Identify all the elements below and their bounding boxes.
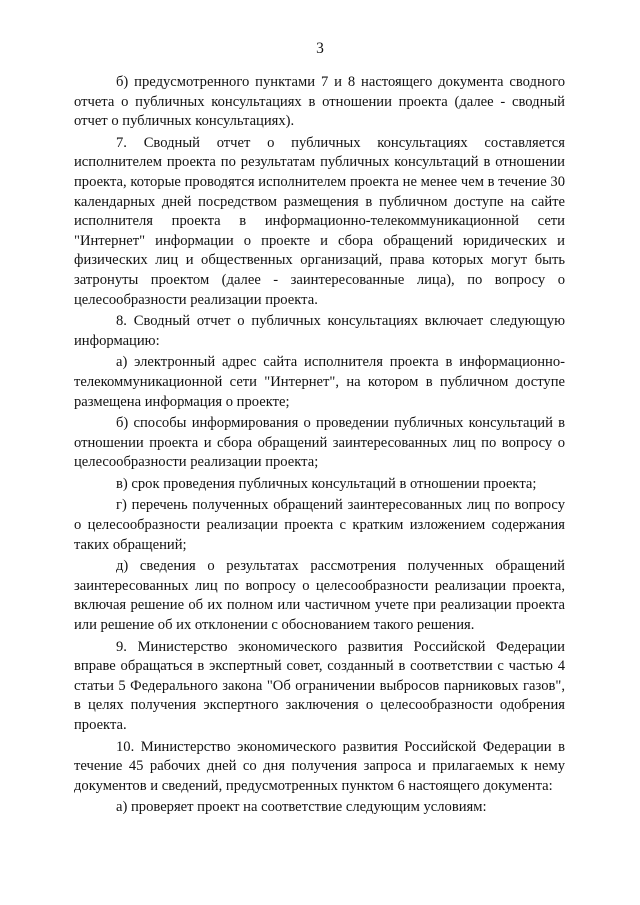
paragraph-8-b: б) способы информирования о проведении публичных консультаций в отношении проекта и сбора обращений заинтересованных лиц по вопросу о целесообразности реализации проекта; xyxy=(74,415,565,471)
paragraph-9: 9. Министерство экономического развития Российской Федерации вправе обращаться в экспертный совет, созданный в соответствии с частью 4 статьи 5 Федерального закона "Об ограничении выбросов парниковых газов", в целях получения экспертного заключения о целесообразности одобрения проекта. xyxy=(74,638,565,733)
document-body xyxy=(74,73,565,818)
paragraph-8-v: в) срок проведения публичных консультаций в отношении проекта; xyxy=(116,475,537,492)
paragraph-7: 7. Сводный отчет о публичных консультациях составляется исполнителем проекта по результатам публичных консультаций в отношении проекта, которые проводятся исполнителем проекта не менее чем в течение 30 календарных дней посредством размещения в публичном доступе на сайте исполнителя проекта в информационно-телекоммуникационной сети "Интернет" информации о проекте и сбора обращений юридических и физических лиц и общественных организаций, права которых могут быть затронуты проектом (далее - заинтересованные лица), по вопросу о целесообразности реализации проекта. xyxy=(74,134,565,308)
paragraph-10-a: а) проверяет проект на соответствие следующим условиям: xyxy=(116,799,487,816)
paragraph-10: 10. Министерство экономического развития Российской Федерации в течение 45 рабочих дней со дня получения запроса и прилагаемых к нему документов и сведений, предусмотренных пунктом 6 настоящего документа: xyxy=(74,738,565,794)
page-number: 3 xyxy=(316,40,324,57)
paragraph-8-a: а) электронный адрес сайта исполнителя проекта в информационно-телекоммуникационной сети "Интернет", на котором в публичном доступе размещена информация о проекте; xyxy=(74,354,565,410)
paragraph-8: 8. Сводный отчет о публичных консультациях включает следующую информацию: xyxy=(74,313,565,349)
paragraph-b-summary-report: б) предусмотренного пунктами 7 и 8 настоящего документа сводного отчета о публичных консультациях в отношении проекта (далее - сводный отчет о публичных консультациях). xyxy=(74,74,565,130)
paragraph-8-g: г) перечень полученных обращений заинтересованных лиц по вопросу о целесообразности реализации проекта с кратким изложением содержания таких обращений; xyxy=(74,497,565,553)
paragraph-8-d: д) сведения о результатах рассмотрения полученных обращений заинтересованных лиц по вопросу о целесообразности реализации проекта, включая решение об их полном или частичном учете при реализации проекта или решение об их отклонении с обоснованием такого решения. xyxy=(74,558,565,634)
